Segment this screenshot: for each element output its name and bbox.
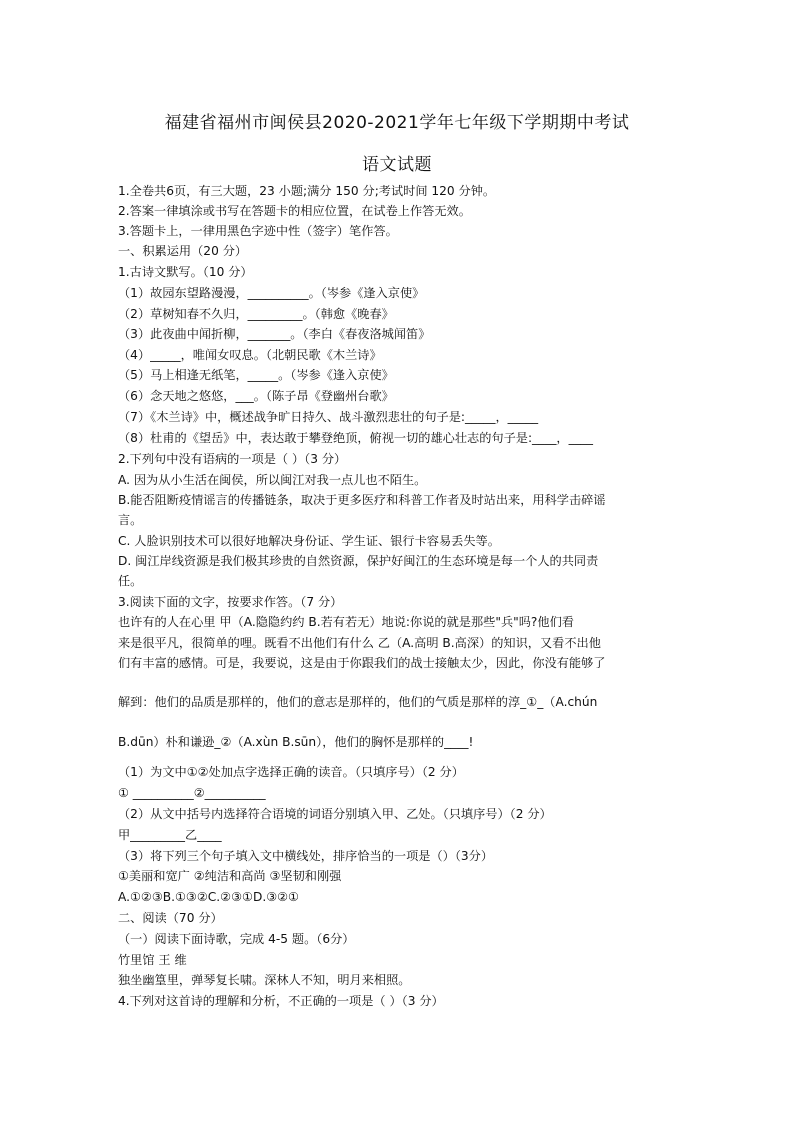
text-line: 2.答案一律填涂或书写在答题卡的相应位置，在试卷上作答无效。: [118, 204, 471, 218]
text-line: 3.答题卡上，一律用黑色字迹中性（签字）笔作答。: [118, 224, 398, 238]
text-line: C. 人脸识别技术可以很好地解决身份证、学生证、银行卡容易丢失等。: [118, 534, 500, 548]
text-line: （8）杜甫的《望岳》中，表达敢于攀登绝顶，俯视一切的雄心壮志的句子是:____，____: [118, 431, 593, 445]
text-line: （一）阅读下面诗歌，完成 4-5 题。（6分）: [118, 932, 355, 946]
text-line: A.①②③B.①③②C.②③①D.③②①: [118, 890, 299, 904]
text-line: B.dūn）朴和谦逊_②（A.xùn B.sūn），他们的胸怀是那样的____!: [118, 735, 474, 749]
text-line: D. 闽江岸线资源是我们极其珍贵的自然资源，保护好闽江的生态环境是每一个人的共同责: [118, 554, 599, 568]
text-line: 任。: [118, 574, 143, 588]
text-line: 二、阅读（70 分）: [118, 911, 223, 925]
text-line: 竹里馆 王 维: [118, 953, 187, 967]
text-line: ①美丽和宽广 ②纯洁和高尚 ③坚韧和刚强: [118, 869, 342, 883]
text-line: （2）从文中括号内选择符合语境的词语分别填入甲、乙处。（只填序号）（2 分）: [118, 807, 552, 821]
text-line: （1）为文中①②处加点字选择正确的读音。（只填序号）（2 分）: [118, 765, 464, 779]
text-line: （3）将下列三个句子填入文中横线处，排序恰当的一项是（）（3分）: [118, 849, 494, 863]
text-line: 解到：他们的品质是那样的，他们的意志是那样的，他们的气质是那样的淳_①_（A.chún: [118, 695, 598, 709]
text-line: 1.全卷共6页，有三大题，23 小题;满分 150 分;考试时间 120 分钟。: [118, 184, 496, 198]
text-line: 1.古诗文默写。（10 分）: [118, 265, 253, 279]
text-line: 一、积累运用（20 分）: [118, 244, 248, 258]
text-line: ① __________②__________: [118, 786, 266, 800]
text-line: 言。: [118, 513, 143, 527]
text-line: 独坐幽篁里，弹琴复长啸。深林人不知，明月来相照。: [118, 973, 411, 987]
text-line: B.能否阻断疫情谣言的传播链条，取决于更多医疗和科普工作者及时站出来，用科学击碎谣: [118, 493, 606, 507]
text-line: （3）此夜曲中闻折柳，_______。（李白《春夜洛城闻笛》: [118, 327, 431, 341]
text-line: A. 因为从小生活在闽侯，所以闽江对我一点儿也不陌生。: [118, 473, 427, 487]
text-line: 来是很平凡，很简单的哩。既看不出他们有什么 乙（A.高明 B.高深）的知识，又看不出他: [118, 636, 601, 650]
text-line: （7）《木兰诗》中，概述战争旷日持久、战斗激烈悲壮的句子是:_____，_____: [118, 410, 539, 424]
exam-title: 福建省福州市闽侯县2020-2021学年七年级下学期期中考试: [164, 113, 630, 133]
text-line: 3.阅读下面的文字，按要求作答。（7 分）: [118, 595, 343, 609]
text-line: （5）马上相逢无纸笔，_____。（岑参《逢入京使》: [118, 368, 394, 382]
text-line: （2）草树知春不久归，_________。（韩愈《晚春》: [118, 307, 394, 321]
text-line: （4）_____，唯闻女叹息。（北朝民歌《木兰诗》: [118, 348, 382, 362]
text-line: 也许有的人在心里 甲（A.隐隐约约 B.若有若无）地说:你说的就是那些"兵"吗?他们看: [118, 615, 574, 629]
text-line: （6）念天地之悠悠，___。（陈子昂《登幽州台歌》: [118, 389, 394, 403]
exam-subtitle: 语文试题: [362, 155, 432, 175]
text-line: 4.下列对这首诗的理解和分析，不正确的一项是（ ）（3 分）: [118, 994, 444, 1008]
text-line: 甲_________乙____: [118, 828, 222, 842]
text-line: 们有丰富的感情。可是，我要说，这是由于你跟我们的战士接触太少，因此，你没有能够了: [118, 656, 606, 670]
text-line: 2.下列句中没有语病的一项是（ ）（3 分）: [118, 452, 347, 466]
text-line: （1）故园东望路漫漫，__________。（岑参《逢入京使》: [118, 286, 425, 300]
